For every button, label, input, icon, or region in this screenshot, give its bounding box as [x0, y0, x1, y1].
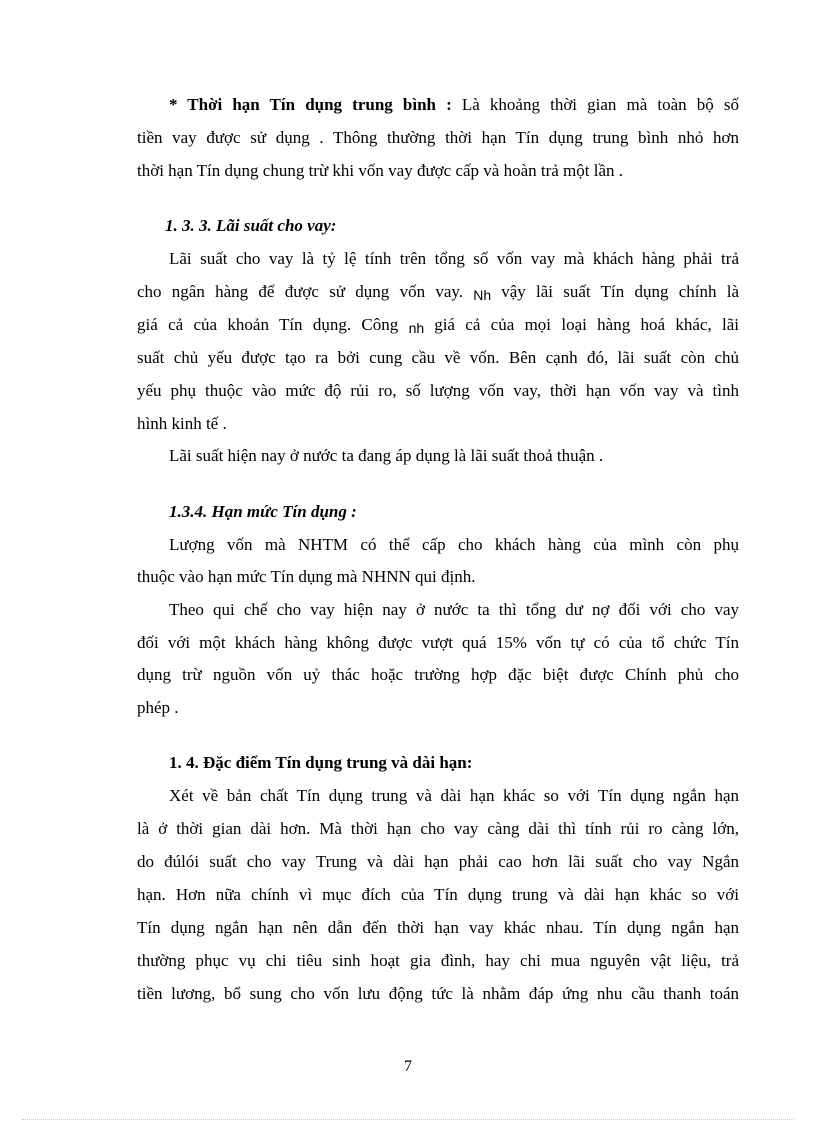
s14-p1-line4: hạn. Hơn nữa chính vì mục đích của Tín dụng trung và dài hạn khác so với [137, 885, 739, 904]
section-134-heading: 1.3.4. Hạn mức Tín dụng : [169, 502, 357, 521]
s133-p1-line2-b: vậy lãi suất Tín dụng chính là [501, 282, 740, 301]
para1-line1 [169, 94, 739, 116]
section-14-heading: 1. 4. Đặc điểm Tín dụng trung và dài hạn: [169, 753, 473, 772]
s133-p1-line3-b: giá cả của mọi loại hàng hoá khác, lãi [434, 315, 740, 334]
para1-line2: tiền vay được sử dụng . Thông thường thời hạn Tín dụng trung bình nhỏ hơn [137, 128, 739, 147]
s133-p1-line2 [137, 281, 739, 303]
s133-p1-line3-nh: nh [408, 320, 425, 336]
s134-p1-line2: thuộc vào hạn mức Tín dụng mà NHNN qui định. [137, 567, 476, 586]
s134-p2-line4: phép . [137, 698, 179, 717]
s134-p1-line1: Lượng vốn mà NHTM có thể cấp cho khách hàng của mình còn phụ [169, 535, 739, 554]
s133-p1-line3-a: giá cả của khoản Tín dụng. Công [137, 315, 399, 334]
s133-p1-line5: yếu phụ thuộc vào mức độ rủi ro, số lượng vốn vay, thời hạn vốn vay và tình [137, 381, 739, 400]
s133-p1-line4: suất chủ yếu được tạo ra bởi cung cầu về vốn. Bên cạnh đó, lãi suất còn chủ [137, 348, 739, 367]
s14-p1-line3: do đúlói suất cho vay Trung và dài hạn phải cao hơn lãi suất cho vay Ngắn [137, 852, 739, 871]
s14-p1-line5: Tín dụng ngắn hạn nên dẫn đến thời hạn vay khác nhau. Tín dụng ngắn hạn [137, 918, 739, 937]
s14-p1-line7: tiền lương, bổ sung cho vốn lưu động tức là nhằm đáp ứng nhu cầu thanh toán [137, 984, 739, 1003]
s14-p1-line2: là ở thời gian dài hơn. Mà thời hạn cho vay càng dài thì tính rủi ro càng lớn, [137, 819, 739, 838]
s133-p2: Lãi suất hiện nay ở nước ta đang áp dụng là lãi suất thoả thuận . [169, 446, 604, 465]
s133-p1-line2-a: cho ngân hàng để được sử dụng vốn vay. [137, 282, 464, 301]
para1-lead: * Thời hạn Tín dụng trung bình : [169, 95, 452, 114]
s14-p1-line1: Xét về bản chất Tín dụng trung và dài hạn khác so với Tín dụng ngắn hạn [169, 786, 739, 805]
s14-p1-line6: thường phục vụ chi tiêu sinh hoạt gia đình, hay chi mua nguyên vật liệu, trả [137, 951, 739, 970]
section-133-heading: 1. 3. 3. Lãi suất cho vay: [165, 216, 337, 235]
s134-p2-line2: đối với một khách hàng không được vượt quá 15% vốn tự có của tổ chức Tín [137, 633, 739, 652]
page-bottom-divider [22, 1119, 794, 1120]
s133-p1-line3 [137, 314, 739, 336]
s133-p1-line2-nh: Nh [473, 287, 492, 303]
page-number: 7 [404, 1058, 412, 1075]
para1-line1-rest: Là khoảng thời gian mà toàn bộ số [461, 95, 740, 114]
s134-p2-line1: Theo qui chế cho vay hiện nay ở nước ta thì tổng dư nợ đối với cho vay [169, 600, 739, 619]
s133-p1-line6: hình kinh tế . [137, 414, 227, 433]
s133-p1-line1: Lãi suất cho vay là tỷ lệ tính trên tổng số vốn vay mà khách hàng phải trả [169, 249, 739, 268]
para1-line3: thời hạn Tín dụng chung trừ khi vốn vay được cấp và hoàn trả một lần . [137, 161, 624, 180]
s134-p2-line3: dụng trừ nguồn vốn uỷ thác hoặc trường hợp đặc biệt được Chính phủ cho [137, 665, 739, 684]
